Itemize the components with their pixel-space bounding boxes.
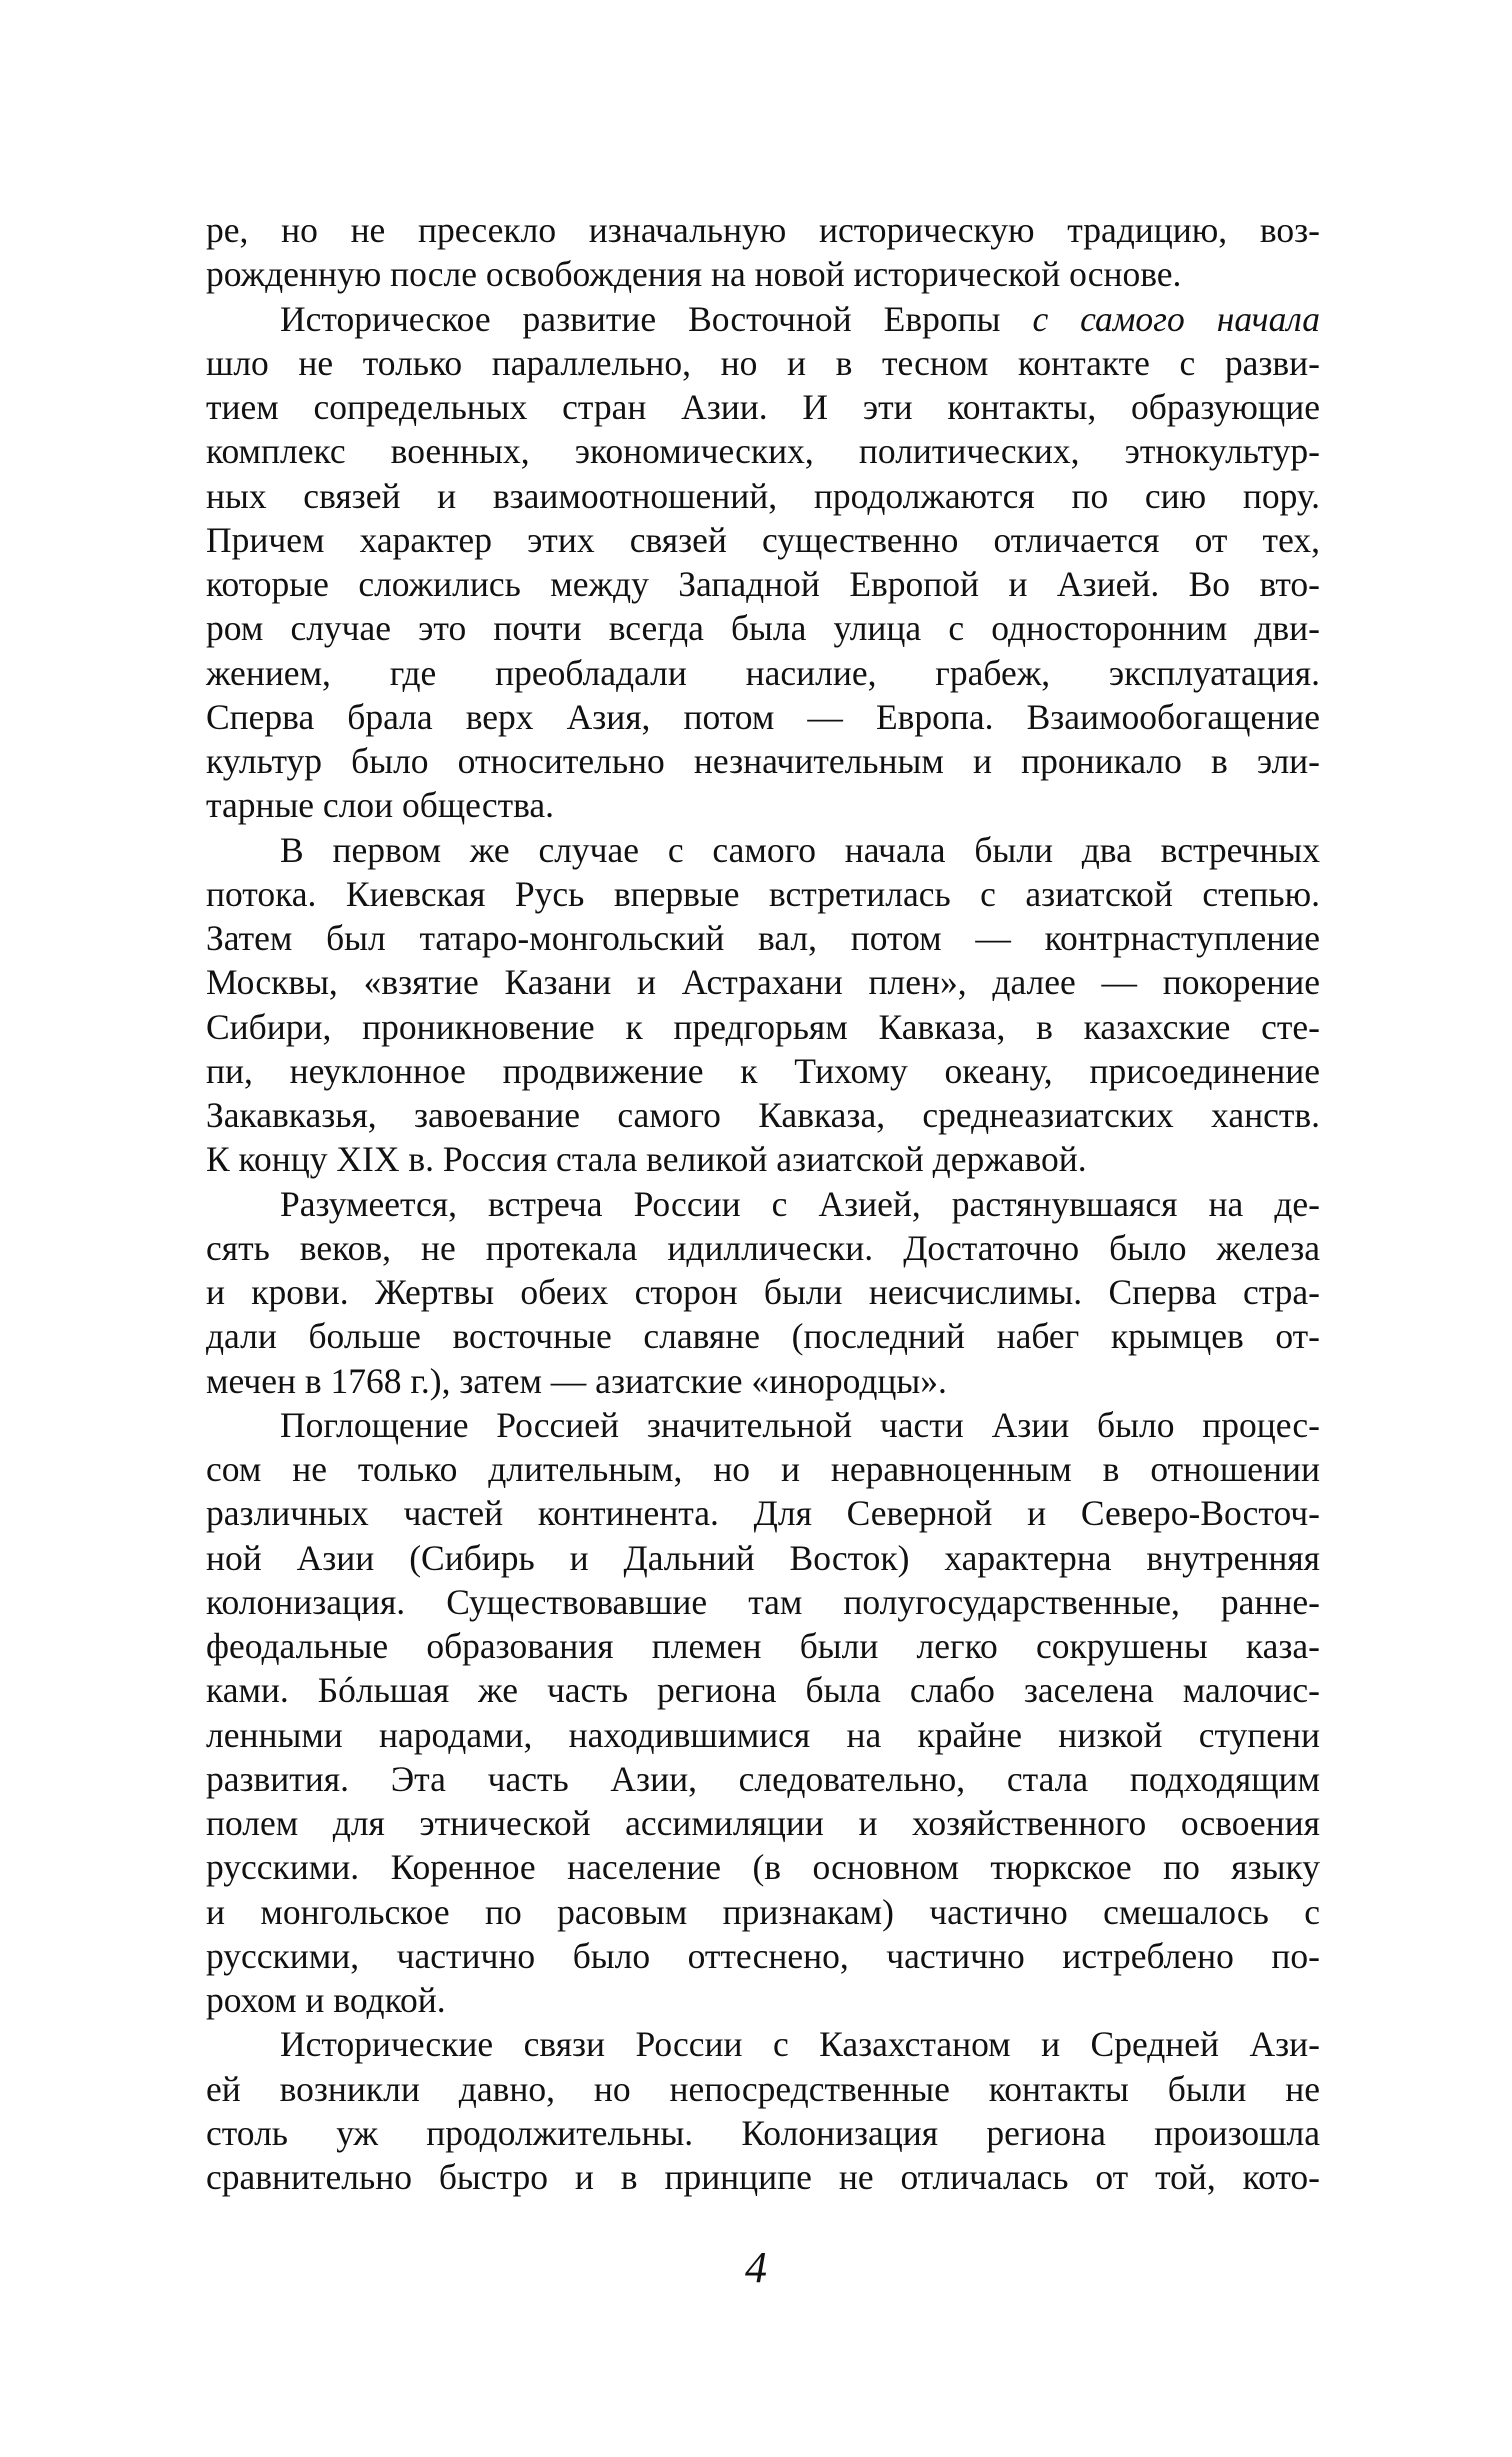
text-line [206,1890,1320,1934]
text-run: столь уж продолжительны. Колонизация региона произошла [206,2112,1320,2153]
text-run: сравнительно быстро и в принципе не отличалась от той, кото- [206,2157,1320,2197]
text-line [206,1314,1320,1358]
text-line [206,960,1320,1004]
text-run: которые сложились между Западной Европой и Азией. Во вто- [206,564,1320,604]
text-run: Закавказья, завоевание самого Кавказа, среднеазиатских ханств. [206,1095,1320,1135]
text-run: полем для этнической ассимиляции и хозяйственного освоения [206,1803,1320,1843]
text-line [206,1978,1320,2022]
text-line [206,828,1320,872]
text-line [206,518,1320,562]
text-run: сом не только длительным, но и неравноценным в отношении [206,1449,1320,1489]
text-line [206,872,1320,916]
text-run: шло не только параллельно, но и в тесном контакте с разви- [206,342,1320,383]
text-line [206,474,1320,518]
text-line [206,2111,1320,2155]
text-run: ками. Бóльшая же часть региона была слабо заселена малочис- [206,1670,1320,1711]
text-line [206,208,1320,252]
text-run: Историческое развитие Восточной Европы [280,298,1033,339]
text-run: ленными народами, находившимися на крайне низкой ступени [206,1714,1320,1755]
text-line [206,1580,1320,1624]
text-line [206,695,1320,739]
text-run: Сибири, проникновение к предгорьям Кавказа, в казахские сте- [206,1006,1320,1047]
text-line [206,1359,1320,1403]
text-run: мечен в 1768 г.), затем — азиатские «инородцы». [206,1360,947,1401]
text-run: Сперва брала верх Азия, потом — Европа. Взаимообогащение [206,696,1320,737]
text-run: дали больше восточные славяне (последний набег крымцев от- [206,1316,1320,1357]
text-line [206,1182,1320,1226]
text-line [206,385,1320,429]
text-line [206,1624,1320,1668]
text-run: колонизация. Существовавшие там полугосударственные, ранне- [206,1581,1320,1622]
text-line [206,1049,1320,1093]
text-run: сять веков, не протекала идиллически. Достаточно было железа [206,1227,1320,1268]
text-run: Исторические связи России с Казахстаном и Средней Ази- [280,2024,1320,2065]
text-line [206,341,1320,385]
text-line [206,1270,1320,1314]
text-line [206,252,1320,296]
text-run: феодальные образования племен были легко сокрушены каза- [206,1626,1320,1666]
text-run: Разумеется, встреча России с Азией, растянувшаяся на де- [280,1183,1320,1224]
text-line [206,1934,1320,1978]
text-run: рохом и водкой. [206,1980,446,2020]
text-run: К концу XIX в. Россия стала великой азиатской державой. [206,1139,1087,1180]
text-run: ром случае это почти всегда была улица с односторонним дви- [206,608,1320,649]
text-run: ной Азии (Сибирь и Дальний Восток) характерна внутренняя [206,1537,1320,1578]
text-line [206,1491,1320,1535]
text-line [206,562,1320,606]
text-line [206,916,1320,960]
text-run: Поглощение Россией значительной части Азии было процес- [280,1404,1320,1445]
text-run: тарные слои общества. [206,785,555,826]
text-line [206,739,1320,783]
italic-emphasis: с самого начала [1032,298,1321,339]
page-number: 4 [745,2243,767,2292]
text-run: пи, неуклонное продвижение к Тихому океану, присоединение [206,1050,1320,1091]
text-run: ре, но не пресекло изначальную историческую традицию, воз- [206,210,1320,250]
text-run: тием сопредельных стран Азии. И эти контакты, образующие [206,387,1320,427]
text-run: ных связей и взаимоотношений, продолжаются по сию пору. [206,475,1320,516]
text-line [206,2022,1320,2066]
text-run: культур было относительно незначительным и проникало в эли- [206,741,1320,781]
text-run: ей возникли давно, но непосредственные контакты были не [206,2068,1320,2109]
text-line [206,2067,1320,2111]
text-run: развития. Эта часть Азии, следовательно, стала подходящим [206,1758,1320,1799]
text-line [206,1137,1320,1181]
text-line [206,783,1320,827]
text-run: Причем характер этих связей существенно отличается от тех, [206,519,1320,560]
text-run: русскими, частично было оттеснено, частично истреблено по- [206,1935,1320,1976]
text-line [206,1713,1320,1757]
text-line [206,1005,1320,1049]
text-line [206,651,1320,695]
text-run: В первом же случае с самого начала были два встречных [280,829,1320,870]
text-line [206,1801,1320,1845]
text-run: Затем был татаро-монгольский вал, потом — контрнаступление [206,918,1320,958]
text-run: жением, где преобладали насилие, грабеж, эксплуатация. [206,652,1320,693]
text-line [206,2155,1320,2199]
text-line [206,606,1320,650]
text-run: комплекс военных, экономических, политических, этнокультур- [206,431,1320,472]
text-run: рожденную после освобождения на новой исторической основе. [206,254,1182,295]
text-line [206,1447,1320,1491]
text-line [206,1845,1320,1889]
text-run: Москвы, «взятие Казани и Астрахани плен», далее — покорение [206,962,1320,1003]
text-run: потока. Киевская Русь впервые встретилась с азиатской степью. [206,873,1320,914]
text-line [206,1403,1320,1447]
text-line [206,429,1320,473]
text-run: различных частей континента. Для Северной и Северо-Восточ- [206,1493,1320,1534]
text-line [206,1536,1320,1580]
text-run: и крови. Жертвы обеих сторон были неисчислимы. Сперва стра- [206,1272,1320,1312]
text-run: русскими. Коренное население (в основном тюркское по языку [206,1847,1320,1888]
text-line [206,1226,1320,1270]
text-line [206,1668,1320,1712]
page-body [206,208,1320,2199]
text-line [206,297,1320,341]
text-line [206,1093,1320,1137]
text-line [206,1757,1320,1801]
text-run: и монгольское по расовым признакам) частично смешалось с [206,1891,1320,1932]
